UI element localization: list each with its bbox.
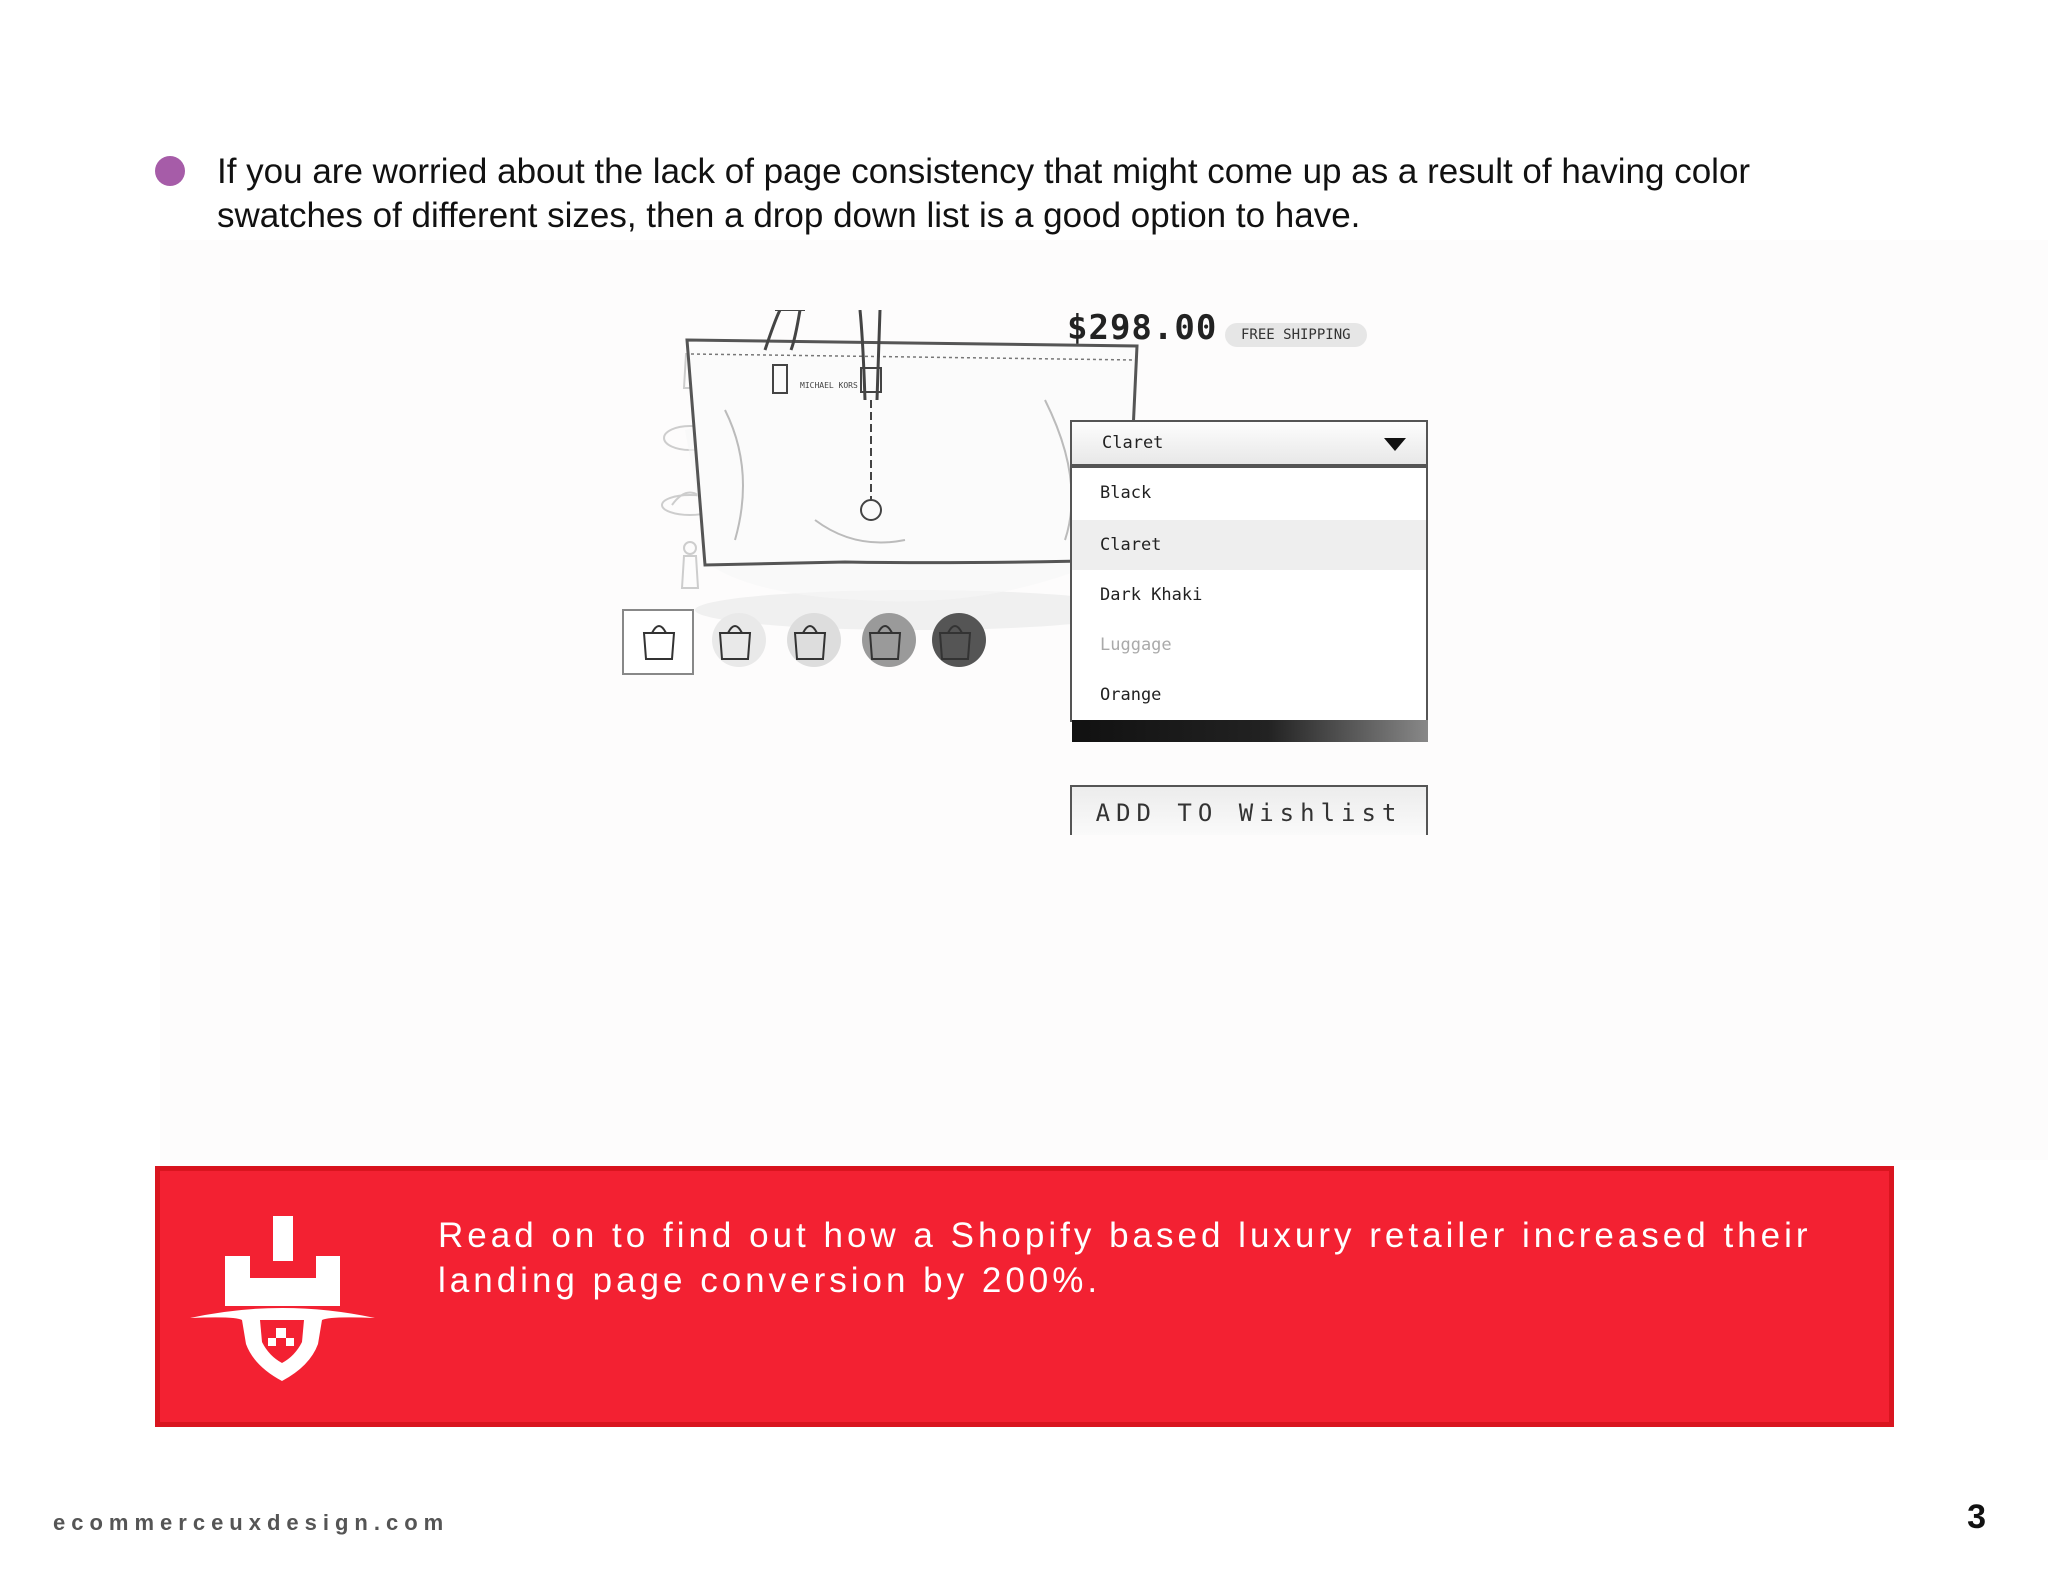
shield-mascot-icon [190, 1216, 375, 1386]
free-shipping-badge: FREE SHIPPING [1225, 323, 1367, 347]
bullet-dot-icon [155, 156, 185, 186]
svg-text:MICHAEL KORS: MICHAEL KORS [800, 381, 858, 390]
color-dropdown-list [1070, 466, 1428, 722]
dropdown-option-claret[interactable]: Claret [1072, 520, 1426, 570]
caret-down-icon [1384, 438, 1406, 451]
bullet-text: If you are worried about the lack of page consistency that might come up as a result of having color swatches of different sizes, then a drop down list is a good option to have. [217, 152, 1751, 235]
dropdown-option-dark-khaki[interactable]: Dark Khaki [1100, 585, 1203, 605]
footer-site-url[interactable]: ecommerceuxdesign.com [53, 1510, 450, 1535]
dropdown-option-luggage: Luggage [1100, 635, 1172, 655]
add-to-bag-button[interactable] [1072, 720, 1428, 742]
product-page-mockup [160, 240, 2048, 1160]
add-to-wishlist-button[interactable]: ADD TO Wishlist [1070, 785, 1428, 835]
page-number: 3 [1967, 1498, 1986, 1536]
product-price: $298.00 [1067, 308, 1218, 348]
cta-banner[interactable] [155, 1166, 1894, 1427]
dropdown-option-orange[interactable]: Orange [1100, 685, 1162, 705]
cta-text[interactable]: Read on to find out how a Shopify based luxury retailer increased their landing page conversion by 200%. [438, 1216, 1812, 1300]
color-swatches [622, 605, 982, 685]
swatch-bag-icons [634, 619, 974, 663]
color-select[interactable] [1070, 420, 1428, 466]
dropdown-option-black[interactable]: Black [1100, 483, 1152, 503]
color-select-value: Claret [1102, 433, 1164, 453]
